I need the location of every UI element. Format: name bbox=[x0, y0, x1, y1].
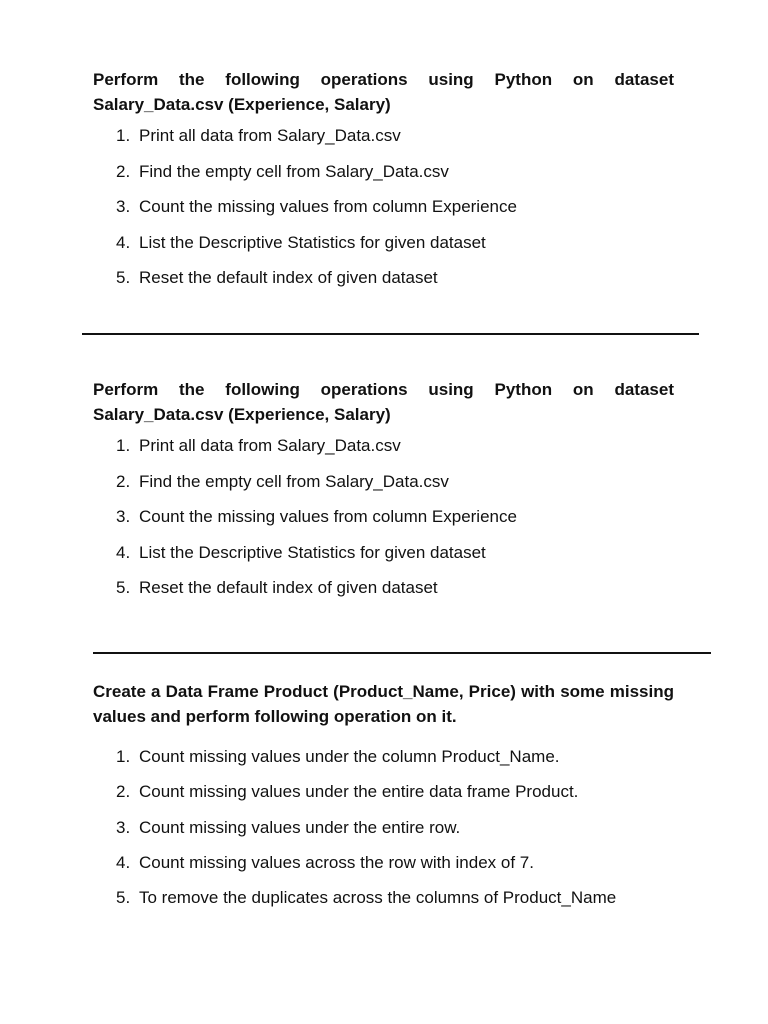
list-item-text: Find the empty cell from Salary_Data.csv bbox=[139, 161, 449, 181]
question-heading: Create a Data Frame Product (Product_Name, Price) with some missing values and perform following operation on it. bbox=[93, 682, 674, 726]
question-block-2 bbox=[93, 377, 674, 606]
list-item: 5. Reset the default index of given dataset bbox=[116, 268, 438, 288]
list-item: 1. Print all data from Salary_Data.csv bbox=[116, 436, 401, 455]
list-item: 2. Find the empty cell from Salary_Data.csv bbox=[116, 471, 449, 491]
list-item-text: Count missing values across the row with index of 7. bbox=[139, 852, 534, 872]
list-item-text: Count missing values under the entire row. bbox=[139, 817, 461, 837]
question-heading: Perform the following operations using Python on dataset Salary_Data.csv (Experience, Salary) bbox=[93, 70, 674, 114]
divider-rule bbox=[82, 333, 699, 335]
list-item-text: Count missing values under the column Product_Name. bbox=[139, 747, 560, 766]
list-item-text: Find the empty cell from Salary_Data.csv bbox=[139, 471, 449, 491]
list-item-text: Print all data from Salary_Data.csv bbox=[139, 126, 401, 145]
task-list bbox=[93, 118, 674, 296]
list-item: 4. List the Descriptive Statistics for given dataset bbox=[116, 232, 486, 252]
list-item: 5. To remove the duplicates across the columns of Product_Name bbox=[116, 888, 617, 908]
list-item: 2. Find the empty cell from Salary_Data.csv bbox=[116, 161, 449, 181]
task-list bbox=[93, 428, 674, 606]
list-item: 1. Count missing values under the column Product_Name. bbox=[116, 747, 560, 766]
list-item-text: Reset the default index of given dataset bbox=[139, 578, 438, 598]
list-item: 5. Reset the default index of given dataset bbox=[116, 578, 438, 598]
question-block-3 bbox=[93, 679, 674, 915]
list-item: 3. Count the missing values from column Experience bbox=[116, 197, 517, 217]
list-item-text: Count missing values under the entire data frame Product. bbox=[139, 782, 579, 802]
list-item-text: Count the missing values from column Experience bbox=[139, 507, 517, 527]
list-item: 4. List the Descriptive Statistics for given dataset bbox=[116, 542, 486, 562]
divider-rule bbox=[93, 652, 711, 654]
question-heading: Perform the following operations using Python on dataset Salary_Data.csv (Experience, Salary) bbox=[93, 380, 674, 424]
list-item-text: Count the missing values from column Experience bbox=[139, 197, 517, 217]
list-item: 1. Print all data from Salary_Data.csv bbox=[116, 126, 401, 145]
list-item-text: Reset the default index of given dataset bbox=[139, 268, 438, 288]
question-block-1 bbox=[93, 67, 674, 296]
list-item-text: List the Descriptive Statistics for given dataset bbox=[139, 542, 486, 562]
list-item-text: Print all data from Salary_Data.csv bbox=[139, 436, 401, 455]
list-item-text: To remove the duplicates across the columns of Product_Name bbox=[139, 888, 617, 908]
list-item-text: List the Descriptive Statistics for given dataset bbox=[139, 232, 486, 252]
list-item: 2. Count missing values under the entire data frame Product. bbox=[116, 782, 579, 802]
list-item: 4. Count missing values across the row with index of 7. bbox=[116, 852, 534, 872]
task-list bbox=[93, 739, 674, 915]
list-item: 3. Count missing values under the entire row. bbox=[116, 817, 461, 837]
list-item: 3. Count the missing values from column Experience bbox=[116, 507, 517, 527]
